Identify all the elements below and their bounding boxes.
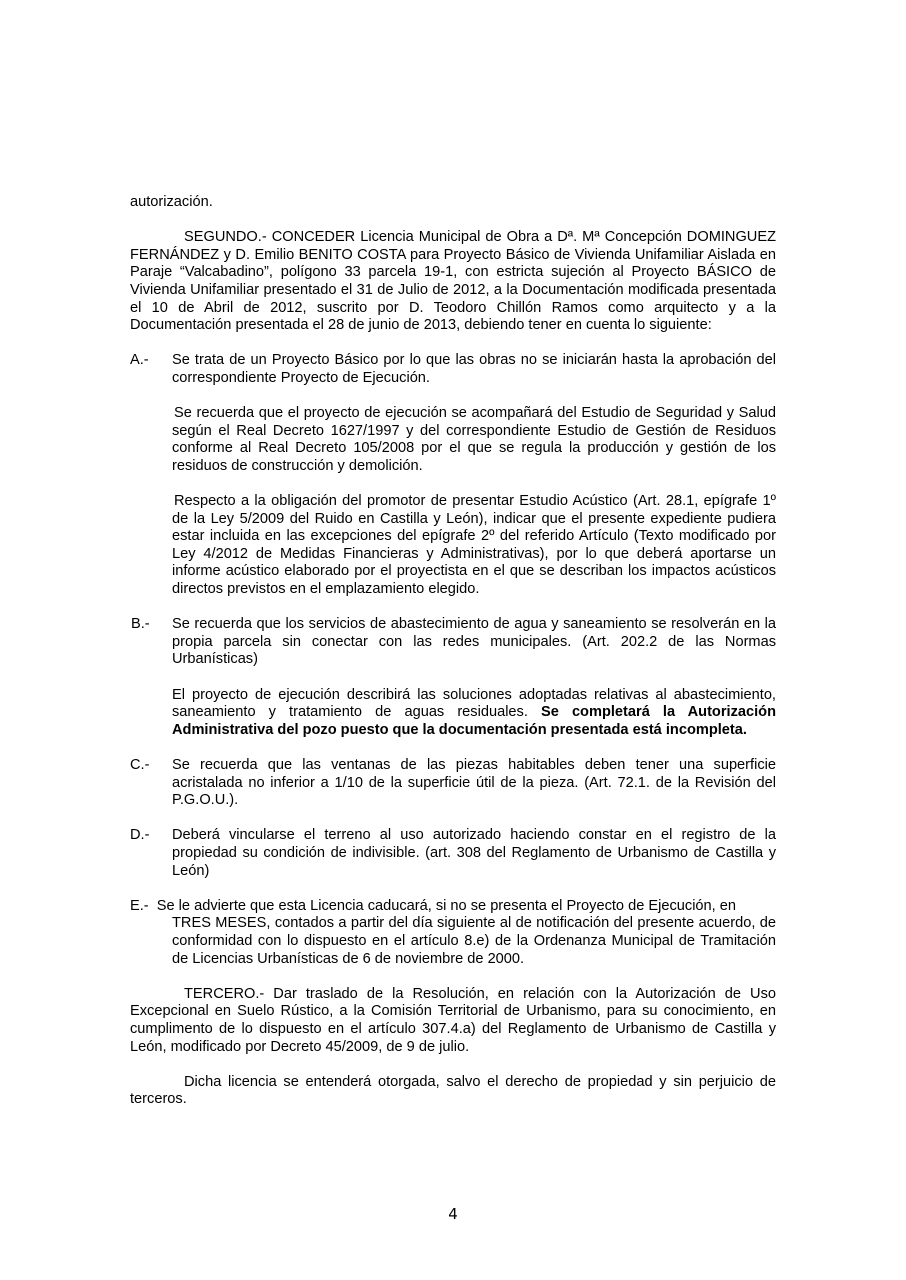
item-b-paragraph-1: Se recuerda que los servicios de abastecimiento de agua y saneamiento se resolverán en la propia parcela sin conectar con las redes municipales. (Art. 202.2 de las Normas Urbanísticas) (172, 616, 776, 668)
spacer (172, 388, 776, 406)
item-e-first-line-text: Se le advierte que esta Licencia caducará, si no se presenta el Proyecto de Ejecución, en (156, 897, 737, 914)
item-d-paragraph-1: Deberá vincularse el terreno al uso autorizado haciendo constar en el registro de la propiedad su condición de indivisible. (art. 308 del Reglamento de Urbanismo de Castilla y León) (172, 827, 776, 879)
item-a-paragraph-2: Se recuerda que el proyecto de ejecución se acompañará del Estudio de Seguridad y Salud según el Real Decreto 1627/1997 y del correspondiente Estudio de Gestión de Residuos conforme al Real Decreto 105/2008 por el que se regula la producción y gestión de los residuos de construcción y demolición. (172, 405, 776, 474)
spacer (130, 810, 776, 828)
segundo-paragraph: SEGUNDO.- CONCEDER Licencia Municipal de Obra a Dª. Mª Concepción DOMINGUEZ FERNÁNDEZ y D. Emilio BENITO COSTA para Proyecto Básico de Vivienda Unifamiliar Aislada en Paraje “Valcabadino”, polígono 33 parcela 19-1, con estricta sujeción al Proyecto BÁSICO de Vivienda Unifamiliar presentado el 31 de Julio de 2012, a la Documentación modificada presentada el 10 de Abril de 2012, suscrito por D. Teodoro Chillón Ramos como arquitecto y a la Documentación presentada el 28 de junio de 2013, debiendo tener en cuenta lo siguiente: (130, 229, 776, 334)
item-marker-d: D.- (130, 827, 150, 844)
item-a-paragraph-3: Respecto a la obligación del promotor de presentar Estudio Acústico (Art. 28.1, epígrafe 1º de la Ley 5/2009 del Ruido en Castilla y León), indicar que el presente expediente pudiera estar incluida en las excepciones del epígrafe 2º del referido Artículo (Texto modificado por Ley 4/2012 de Medidas Financieras y Administrativas), por lo que deberá aportarse un informe acústico elaborado por el proyectista en el que se describan los impactos acústicos directos previstos en el emplazamiento elegido. (172, 493, 776, 598)
list-item-d (130, 827, 776, 880)
closing-paragraph: Dicha licencia se entenderá otorgada, salvo el derecho de propiedad y sin perjuicio de terceros. (130, 1073, 776, 1108)
spacer (130, 739, 776, 757)
list-item-c (130, 757, 776, 810)
spacer (130, 335, 776, 353)
item-b-bold-notice: Se completará la Autorización Administrativa del pozo puesto que la documentación presentada está incompleta. (172, 704, 776, 738)
item-e-paragraph-rest: TRES MESES, contados a partir del día siguiente al de notificación del presente acuerdo, de conformidad con lo dispuesto en el artículo 8.e) de la Ordenanza Municipal de Tramitación de Licencias Urbanísticas de 6 de noviembre de 2000. (172, 915, 776, 967)
spacer (172, 476, 776, 494)
spacer (130, 1056, 776, 1074)
item-marker-c: C.- (130, 757, 150, 773)
spacer (130, 212, 776, 230)
item-e-first-line (130, 898, 776, 916)
spacer (172, 669, 776, 687)
item-a-paragraph-1: Se trata de un Proyecto Básico por lo que las obras no se iniciarán hasta la aprobación del correspondiente Proyecto de Ejecución. (172, 352, 776, 386)
spacer (130, 968, 776, 986)
list-item-e (130, 898, 776, 968)
list-item-a (130, 352, 776, 598)
spacer (130, 880, 776, 898)
tercero-paragraph: TERCERO.- Dar traslado de la Resolución, en relación con la Autorización de Uso Excepcional en Suelo Rústico, a la Comisión Territorial de Urbanismo, para su conocimiento, en cumplimento de lo dispuesto en el artículo 307.4.a) del Reglamento de Urbanismo de Castilla y León, modificado por Decreto 45/2009, de 9 de julio. (130, 985, 776, 1055)
page-number: 4 (448, 1205, 458, 1223)
item-marker-b: B.- (131, 616, 150, 633)
spacer (130, 599, 776, 617)
list-item-b (130, 616, 776, 739)
item-b-paragraph-2 (172, 687, 776, 740)
intro-fragment: autorización. (130, 194, 213, 210)
item-marker-e: E.- (130, 897, 149, 914)
document-body (130, 194, 776, 1109)
item-b-paragraph-2-text: El proyecto de ejecución describirá las soluciones adoptadas relativas al abastecimiento, saneamiento y tratamiento de aguas residuales. (172, 686, 776, 721)
item-c-paragraph-1: Se recuerda que las ventanas de las piezas habitables deben tener una superficie acristalada no inferior a 1/10 de la superficie útil de la pieza. (Art. 72.1. de la Revisión del P.G.O.U.). (172, 757, 776, 809)
item-marker-a: A.- (130, 352, 149, 369)
